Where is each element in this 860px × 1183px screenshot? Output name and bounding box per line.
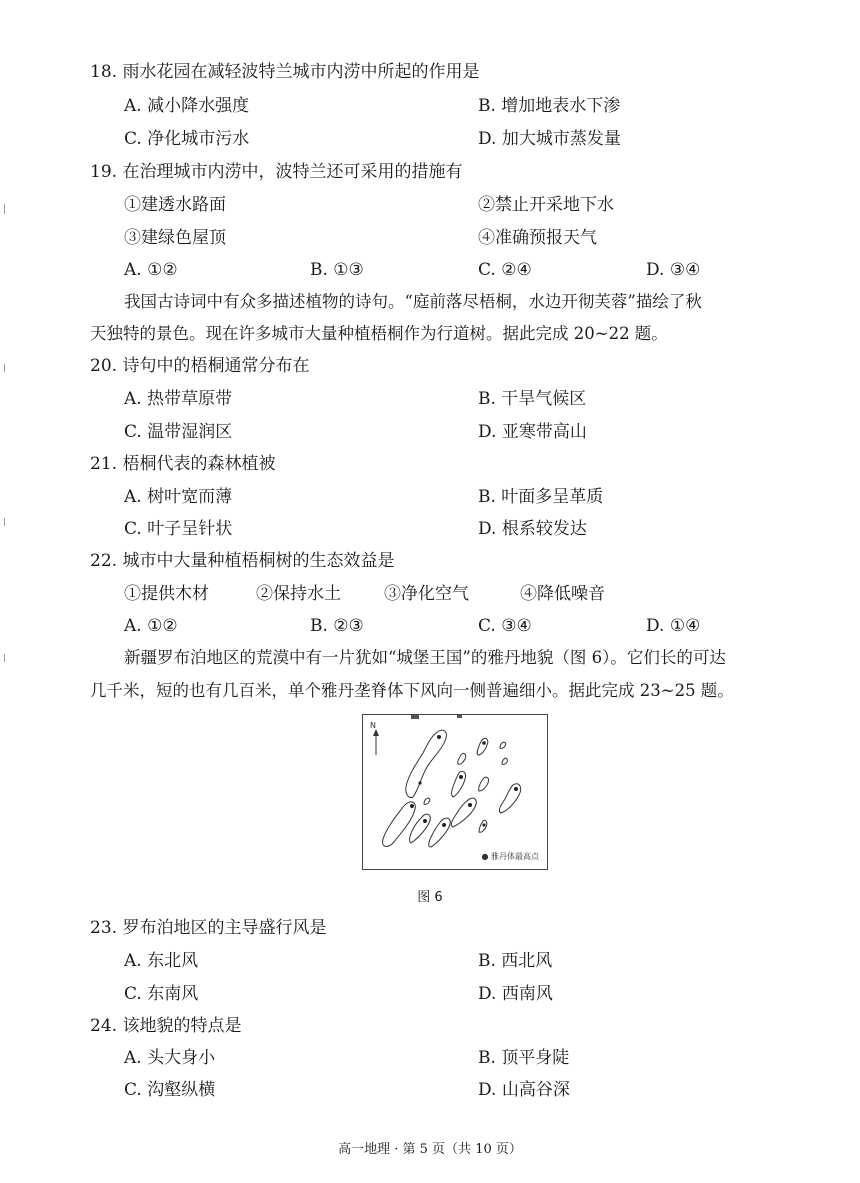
question-21-option-b: B. 叶面多呈革质 (478, 487, 604, 507)
question-22-option-d: D. ①④ (646, 616, 701, 636)
yardang-highest-point-icon (482, 741, 486, 745)
question-19-item-3: ③建绿色屋顶 (124, 228, 226, 248)
question-19-item-4: ④准确预报天气 (478, 228, 597, 248)
question-20-option-c: C. 温带湿润区 (124, 422, 233, 442)
map-edge-mark (411, 715, 419, 719)
scan-edge-mark (4, 518, 5, 526)
yardang-outlines (383, 730, 521, 847)
question-24-stem: 24. 该地貌的特点是 (90, 1016, 242, 1036)
question-23-option-b: B. 西北风 (478, 951, 553, 971)
question-18-stem: 18. 雨水花园在减轻波特兰城市内涝中所起的作用是 (90, 62, 480, 82)
north-arrow-icon (373, 729, 379, 755)
page-footer: 高一地理 · 第 5 页（共 10 页） (338, 1142, 522, 1157)
question-21-option-a: A. 树叶宽而薄 (124, 487, 233, 507)
yardang-outline (451, 798, 476, 827)
yardang-map-drawing (363, 715, 549, 871)
map-edge-mark (457, 715, 462, 718)
yardang-highest-point-icon (468, 803, 472, 807)
question-21-stem: 21. 梧桐代表的森林植被 (90, 454, 276, 474)
yardang-outline (458, 753, 466, 764)
question-18-option-b: B. 增加地表水下渗 (478, 96, 621, 116)
yardang-highest-point-icon (514, 787, 518, 791)
yardang-outline (479, 820, 487, 832)
yardang-outline (406, 730, 446, 797)
yardang-highest-point-icon (437, 735, 441, 739)
question-19-option-a: A. ①② (124, 260, 178, 280)
question-20-stem: 20. 诗句中的梧桐通常分布在 (90, 356, 310, 376)
yardang-outline (477, 738, 488, 755)
yardang-outline (429, 818, 451, 847)
question-22-option-c: C. ③④ (478, 616, 532, 636)
intro-23-25-line-1: 新疆罗布泊地区的荒漠中有一片犹如“城堡王国”的雅丹地貌（图 6）。它们长的可达 (124, 648, 726, 667)
yardang-outline (383, 802, 416, 847)
yardang-outline (502, 758, 507, 764)
figure-legend: ● 雅丹体最高点 (481, 852, 539, 861)
question-19-stem: 19. 在治理城市内涝中，波特兰还可采用的措施有 (90, 162, 463, 182)
question-24-option-c: C. 沟壑纵横 (124, 1080, 216, 1100)
question-22-item-2: ②保持水土 (256, 584, 341, 604)
question-18-option-a: A. 减小降水强度 (124, 96, 250, 116)
north-label: N (370, 721, 376, 730)
question-23-option-d: D. 西南风 (478, 984, 553, 1004)
question-18-option-d: D. 加大城市蒸发量 (478, 129, 621, 149)
intro-20-22-line-2: 天独特的景色。现在许多城市大量种植梧桐作为行道树。据此完成 20~22 题。 (90, 324, 668, 343)
yardang-outline (451, 771, 465, 797)
yardang-highest-point-icon (442, 823, 446, 827)
question-19-item-1: ①建透水路面 (124, 195, 226, 215)
yardang-outline (424, 798, 430, 804)
scan-edge-mark (4, 204, 5, 214)
question-19-item-2: ②禁止开采地下水 (478, 195, 614, 215)
question-22-item-1: ①提供木材 (124, 584, 209, 604)
figure-yardang-map (362, 714, 548, 870)
question-22-stem: 22. 城市中大量种植梧桐树的生态效益是 (90, 551, 395, 571)
yardang-highest-point-icon (482, 823, 485, 826)
question-20-option-d: D. 亚寒带高山 (478, 422, 587, 442)
yardang-outline (410, 814, 431, 843)
figure-caption: 图 6 (417, 890, 443, 905)
question-21-option-c: C. 叶子呈针状 (124, 519, 233, 539)
yardang-outline (500, 742, 506, 748)
question-22-option-b: B. ②③ (310, 616, 364, 636)
question-20-option-b: B. 干旱气候区 (478, 389, 587, 409)
scan-edge-mark (4, 654, 5, 662)
question-19-option-d: D. ③④ (646, 260, 701, 280)
yardang-outline (479, 777, 489, 791)
question-22-item-3: ③净化空气 (384, 584, 469, 604)
question-19-option-b: B. ①③ (310, 260, 364, 280)
question-20-option-a: A. 热带草原带 (124, 389, 233, 409)
question-23-stem: 23. 罗布泊地区的主导盛行风是 (90, 918, 327, 938)
question-22-item-4: ④降低噪音 (520, 584, 605, 604)
intro-23-25-line-2: 几千米，短的也有几百米，单个雅丹垄脊体下风向一侧普遍细小。据此完成 23~25 题。 (90, 681, 734, 700)
question-23-option-a: A. 东北风 (124, 951, 199, 971)
question-24-option-d: D. 山高谷深 (478, 1080, 570, 1100)
yardang-highest-point-icon (423, 819, 427, 823)
question-18-option-c: C. 净化城市污水 (124, 129, 250, 149)
intro-20-22-line-1: 我国古诗词中有众多描述植物的诗句。“庭前落尽梧桐，水边开彻芙蓉”描绘了秋 (124, 292, 702, 311)
question-24-option-a: A. 头大身小 (124, 1048, 216, 1068)
yardang-highest-point-icon (418, 781, 421, 784)
question-24-option-b: B. 顶平身陡 (478, 1048, 570, 1068)
yardang-highest-point-icon (459, 775, 463, 779)
question-21-option-d: D. 根系较发达 (478, 519, 587, 539)
question-22-option-a: A. ①② (124, 616, 178, 636)
question-19-option-c: C. ②④ (478, 260, 532, 280)
scan-edge-mark (4, 364, 5, 372)
question-23-option-c: C. 东南风 (124, 984, 199, 1004)
yardang-highest-point-icon (410, 804, 414, 808)
